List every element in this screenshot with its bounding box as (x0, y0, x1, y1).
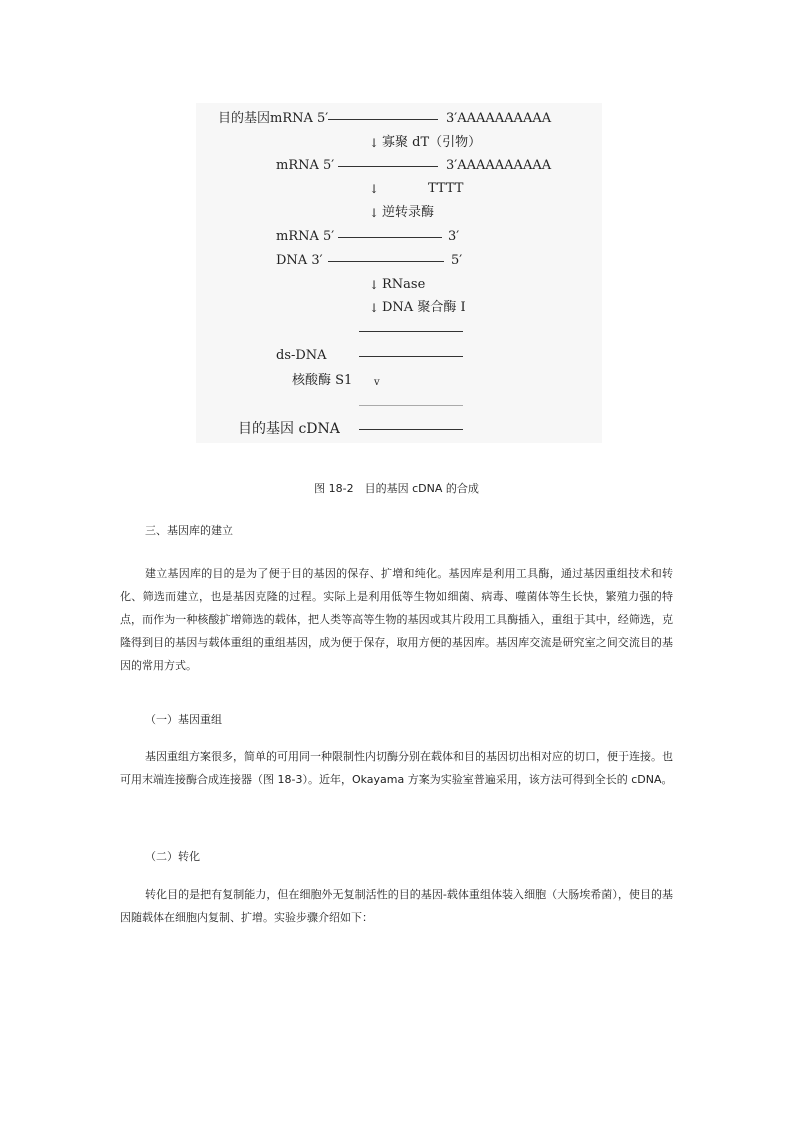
step-nuclease-s1: 核酸酶 S1 (292, 373, 353, 388)
row1-polya: 3′AAAAAAAAAA (446, 111, 552, 126)
cdna-synthesis-figure (196, 103, 602, 443)
dna-strand-line (328, 261, 444, 262)
step-oligo-dt: 寡聚 dT（引物） (382, 135, 482, 150)
cdna-strand-line (359, 429, 463, 430)
down-arrow-icon: ↓ (369, 182, 380, 196)
ds-dna-label: ds-DNA (276, 348, 327, 363)
mrna-strand-line (338, 237, 442, 238)
row2-polya: 3′AAAAAAAAAA (446, 158, 552, 173)
figure-caption: 图 18-2 目的基因 cDNA 的合成 (314, 482, 479, 495)
ds-bottom-strand-line (359, 356, 463, 357)
step-rnase: RNase (382, 277, 426, 292)
row4-label: DNA 3′ (276, 253, 323, 268)
row3-label: mRNA 5′ (276, 229, 335, 244)
down-arrow-icon: ↓ (369, 301, 380, 315)
row1-label: 目的基因mRNA 5′ (218, 111, 329, 126)
small-arrow-icon: v (374, 377, 380, 388)
subsection2-heading: （二）转化 (145, 850, 200, 863)
faint-strand-line (359, 405, 463, 406)
section3-paragraph: 建立基因库的目的是为了便于目的基因的保存、扩增和纯化。基因库是利用工具酶，通过基因重组技术和转化、筛选而建立，也是基因克隆的过程。实际上是利用低等生物如细菌、病毒、噬菌体等生长快，繁殖力强的特点，而作为一种核酸扩增筛选的载体，把人类等高等生物的基因或其片段用工具酶插入，重组于其中，经筛选，克隆得到目的基因与载体重组的重组基因，成为便于保存，取用方便的基因库。基因库交流是研究室之间交流目的基因的常用方式。 (120, 567, 673, 672)
row4-end: 5′ (451, 253, 463, 268)
section3-heading: 三、基因库的建立 (145, 524, 233, 537)
subsection1-heading: （一）基因重组 (145, 713, 222, 726)
mrna-strand-line (328, 119, 438, 120)
final-cdna-label: 目的基因 cDNA (238, 421, 340, 437)
row3-end: 3′ (448, 229, 460, 244)
primer-tttt: TTTT (428, 181, 464, 196)
down-arrow-icon: ↓ (369, 278, 380, 292)
step-dna-polymerase: DNA 聚合酶 I (382, 300, 466, 315)
subsection2-paragraph: 转化目的是把有复制能力，但在细胞外无复制活性的目的基因-载体重组体装入细胞（大肠埃希菌），使目的基因随载体在细胞内复制、扩增。实验步骤介绍如下： (120, 888, 673, 924)
step-reverse-transcriptase: 逆转录酶 (382, 205, 435, 220)
down-arrow-icon: ↓ (369, 136, 380, 150)
mrna-strand-line (338, 166, 438, 167)
row2-label: mRNA 5′ (276, 158, 335, 173)
down-arrow-icon: ↓ (369, 206, 380, 220)
ds-top-strand-line (359, 331, 463, 332)
subsection1-paragraph: 基因重组方案很多，简单的可用同一种限制性内切酶分别在载体和目的基因切出相对应的切口，便于连接。也可用末端连接酶合成连接器（图 18-3）。近年，Okayama 方案为实验室普遍采用，该方法可得到全长的 cDNA。 (120, 750, 673, 786)
